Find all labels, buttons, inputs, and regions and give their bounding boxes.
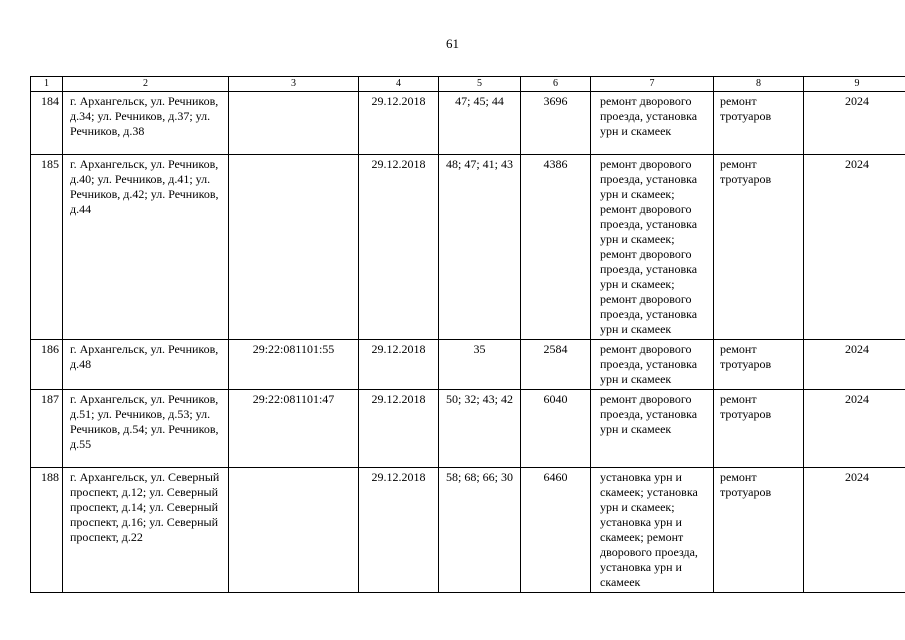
area-cell: 2584 xyxy=(521,340,591,390)
work-type-cell: ремонт дворового проезда, установка урн и скамеек xyxy=(591,390,714,468)
year-cell: 2024 xyxy=(804,155,905,340)
values-cell: 47; 45; 44 xyxy=(439,92,521,155)
date-cell: 29.12.2018 xyxy=(359,92,439,155)
page-number: 61 xyxy=(446,36,459,51)
values-cell: 50; 32; 43; 42 xyxy=(439,390,521,468)
address-cell: г. Архангельск, ул. Северный проспект, д.12; ул. Северный проспект, д.14; ул. Северный проспект, д.16; ул. Северный проспект, д.22 xyxy=(63,468,229,593)
cadastral-number-cell xyxy=(229,468,359,593)
row-number-cell: 185 xyxy=(31,155,63,340)
area-cell: 6040 xyxy=(521,390,591,468)
year-cell: 2024 xyxy=(804,390,905,468)
table-row xyxy=(31,340,905,390)
work-type-cell: ремонт дворового проезда, установка урн и скамеек xyxy=(591,92,714,155)
table-row xyxy=(31,390,905,468)
date-cell: 29.12.2018 xyxy=(359,390,439,468)
table-row xyxy=(31,155,905,340)
cadastral-number-cell: 29:22:081101:55 xyxy=(229,340,359,390)
cadastral-number-cell: 29:22:081101:47 xyxy=(229,390,359,468)
row-number-cell: 188 xyxy=(31,468,63,593)
additional-work-cell: ремонт тротуаров xyxy=(714,92,804,155)
cadastral-number-cell xyxy=(229,92,359,155)
year-cell: 2024 xyxy=(804,92,905,155)
area-cell: 6460 xyxy=(521,468,591,593)
table-row xyxy=(31,468,905,593)
year-cell: 2024 xyxy=(804,340,905,390)
additional-work-cell: ремонт тротуаров xyxy=(714,390,804,468)
work-type-cell: ремонт дворового проезда, установка урн и скамеек xyxy=(591,340,714,390)
work-type-cell: ремонт дворового проезда, установка урн и скамеек; ремонт дворового проезда, установка урн и скамеек; ремонт дворового проезда, установка урн и скамеек; ремонт дворового проезда, установка урн и скамеек xyxy=(591,155,714,340)
area-cell: 3696 xyxy=(521,92,591,155)
date-cell: 29.12.2018 xyxy=(359,468,439,593)
row-number-cell: 184 xyxy=(31,92,63,155)
row-number-cell: 187 xyxy=(31,390,63,468)
additional-work-cell: ремонт тротуаров xyxy=(714,340,804,390)
address-cell: г. Архангельск, ул. Речников, д.34; ул. Речников, д.37; ул. Речников, д.38 xyxy=(63,92,229,155)
date-cell: 29.12.2018 xyxy=(359,155,439,340)
additional-work-cell: ремонт тротуаров xyxy=(714,155,804,340)
date-cell: 29.12.2018 xyxy=(359,340,439,390)
header-row xyxy=(31,77,905,92)
data-table xyxy=(30,76,905,593)
address-cell: г. Архангельск, ул. Речников, д.40; ул. Речников, д.41; ул. Речников, д.42; ул. Речников, д.44 xyxy=(63,155,229,340)
work-type-cell: установка урн и скамеек; установка урн и скамеек; установка урн и скамеек; ремонт дворового проезда, установка урн и скамеек xyxy=(591,468,714,593)
column-header: 5 xyxy=(439,77,521,92)
address-cell: г. Архангельск, ул. Речников, д.48 xyxy=(63,340,229,390)
additional-work-cell: ремонт тротуаров xyxy=(714,468,804,593)
values-cell: 48; 47; 41; 43 xyxy=(439,155,521,340)
column-header: 8 xyxy=(714,77,804,92)
year-cell: 2024 xyxy=(804,468,905,593)
area-cell: 4386 xyxy=(521,155,591,340)
table-row xyxy=(31,92,905,155)
column-header: 6 xyxy=(521,77,591,92)
values-cell: 58; 68; 66; 30 xyxy=(439,468,521,593)
column-header: 7 xyxy=(591,77,714,92)
values-cell: 35 xyxy=(439,340,521,390)
column-header: 3 xyxy=(229,77,359,92)
column-header: 9 xyxy=(804,77,905,92)
row-number-cell: 186 xyxy=(31,340,63,390)
cadastral-number-cell xyxy=(229,155,359,340)
address-cell: г. Архангельск, ул. Речников, д.51; ул. Речников, д.53; ул. Речников, д.54; ул. Речников, д.55 xyxy=(63,390,229,468)
column-header: 2 xyxy=(63,77,229,92)
column-header: 1 xyxy=(31,77,63,92)
column-header: 4 xyxy=(359,77,439,92)
